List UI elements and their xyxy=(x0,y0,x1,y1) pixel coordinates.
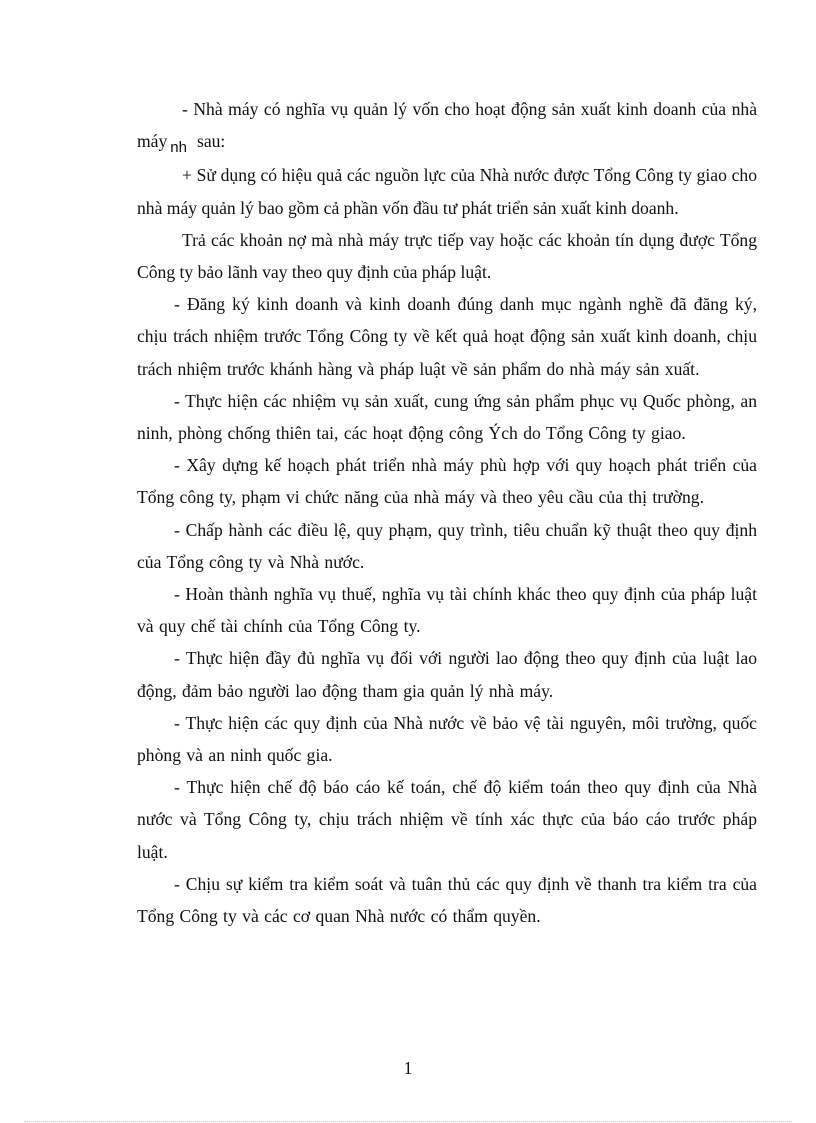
paragraph-business-registration: - Đăng ký kinh doanh và kinh doanh đúng danh mục ngành nghề đã đăng ký, chịu trách nhiệm trước Tổng Công ty về kết quả hoạt động sản xuất kinh doanh, chịu trách nhiệm trước khánh hàng và pháp luật về sản phẩm do nhà máy sản xuất. xyxy=(137,294,757,379)
inline-note: nh xyxy=(170,139,187,157)
paragraph-labor-obligations: - Thực hiện đầy đủ nghĩa vụ đối với người lao động theo quy định của luật lao động, đảm bảo người lao động tham gia quản lý nhà máy. xyxy=(137,648,757,701)
paragraph-tail: sau: xyxy=(196,131,226,152)
paragraph-tax-obligations: - Hoàn thành nghĩa vụ thuế, nghĩa vụ tài chính khác theo quy định của pháp luật và quy chế tài chính của Tổng Công ty. xyxy=(137,584,757,637)
document-body xyxy=(137,93,757,932)
page-bottom-divider xyxy=(24,1121,792,1122)
paragraph-inspection: - Chịu sự kiểm tra kiểm soát và tuân thủ các quy định về thanh tra kiểm tra của Tổng Công ty và các cơ quan Nhà nước có thẩm quyền. xyxy=(137,873,757,927)
paragraph-text: - Nhà máy có nghĩa vụ quản lý vốn cho hoạt động sản xuất kinh doanh của nhà máy xyxy=(137,99,757,152)
paragraph-debt-repayment: Trả các khoản nợ mà nhà máy trực tiếp vay hoặc các khoản tín dụng được Tổng Công ty bảo lãnh vay theo quy định của pháp luật. xyxy=(137,229,757,283)
page-number: 1 xyxy=(403,1058,413,1078)
paragraph-resource-use: + Sử dụng có hiệu quả các nguồn lực của Nhà nước được Tổng Công ty giao cho nhà máy quản lý bao gồm cả phần vốn đầu tư phát triển sản xuất kinh doanh. xyxy=(137,165,757,218)
paragraph-accounting-reports: - Thực hiện chế độ báo cáo kế toán, chế độ kiểm toán theo quy định của Nhà nước và Tổng Công ty, chịu trách nhiệm về tính xác thực của báo cáo trước pháp luật. xyxy=(137,777,757,862)
paragraph-development-plan: - Xây dựng kế hoạch phát triển nhà máy phù hợp với quy hoạch phát triển của Tổng công ty, phạm vi chức năng của nhà máy và theo yêu cầu của thị trường. xyxy=(137,455,757,508)
paragraph-regulation-compliance: - Chấp hành các điều lệ, quy phạm, quy trình, tiêu chuẩn kỹ thuật theo quy định của Tổng công ty và Nhà nước. xyxy=(137,519,757,572)
paragraph-production-tasks: - Thực hiện các nhiệm vụ sản xuất, cung ứng sản phẩm phục vụ Quốc phòng, an ninh, phòng chống thiên tai, các hoạt động công Ých do Tổng Công ty giao. xyxy=(137,390,757,444)
paragraph-capital-management-intro xyxy=(137,93,757,159)
paragraph-environment-security: - Thực hiện các quy định của Nhà nước về bảo vệ tài nguyên, môi trường, quốc phòng và an ninh quốc gia. xyxy=(137,712,757,766)
